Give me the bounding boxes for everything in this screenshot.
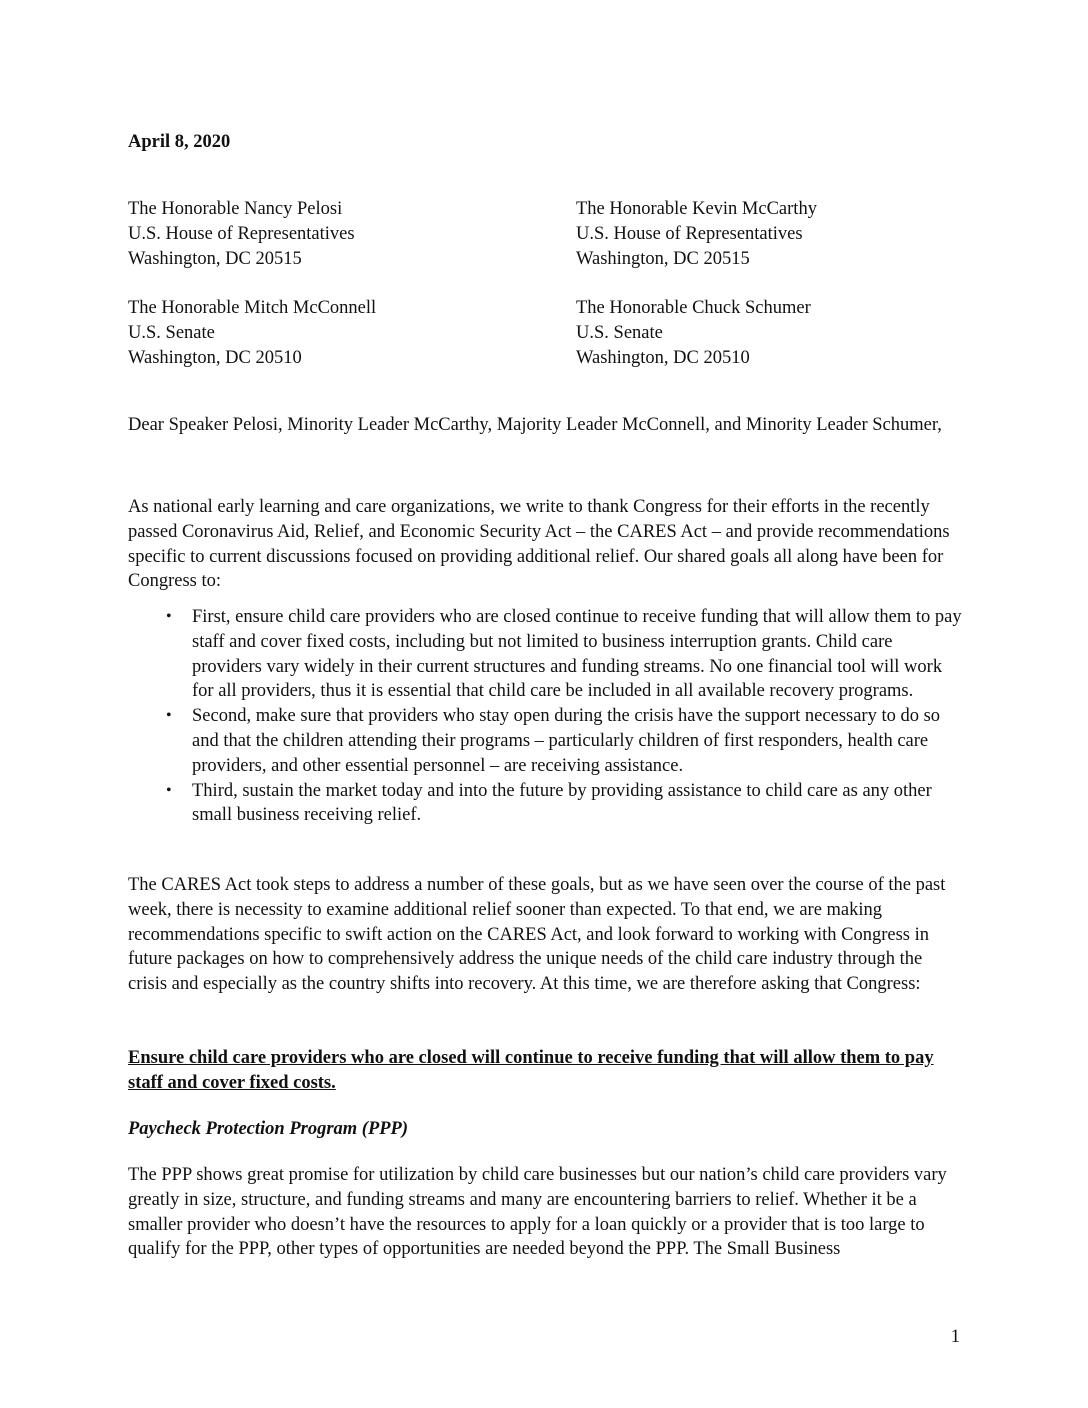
addressee-mccarthy (576, 197, 817, 271)
addressee-city: Washington, DC 20510 (576, 347, 750, 368)
addressee-pelosi (128, 197, 355, 271)
addressee-name: The Honorable Kevin McCarthy (576, 199, 817, 219)
list-item-text: Third, sustain the market today and into the future by providing assistance to child care as any other small business receiving relief. (192, 780, 932, 826)
bullet-icon: • (166, 781, 172, 799)
addressee-office: U.S. House of Representatives (576, 223, 803, 244)
addressee-city: Washington, DC 20515 (128, 248, 302, 269)
addressee-mcconnell (128, 296, 376, 370)
ppp-subheading: Paycheck Protection Program (PPP) (128, 1119, 409, 1139)
cares-act-paragraph: The CARES Act took steps to address a number of these goals, but as we have seen over the course of the past week, there is necessity to examine additional relief sooner than expected. To that end, we are making recommendations specific to swift action on the CARES Act, and look forward to working with Congress in future packages on how to comprehensively address the unique needs of the child care industry through the crisis and especially as the country shifts into recovery. At this time, we are therefore asking that Congress: (128, 875, 946, 995)
bullet-icon: • (166, 707, 172, 725)
list-item (128, 779, 964, 829)
addressee-name: The Honorable Nancy Pelosi (128, 199, 343, 219)
addressee-schumer (576, 296, 811, 370)
addressee-city: Washington, DC 20510 (128, 347, 302, 368)
addressee-office: U.S. Senate (576, 322, 663, 343)
page-number: 1 (950, 1327, 960, 1347)
goals-list (128, 605, 964, 828)
addressee-office: U.S. House of Representatives (128, 223, 355, 244)
addressee-name: The Honorable Mitch McConnell (128, 298, 377, 318)
ppp-paragraph: The PPP shows great promise for utilization by child care businesses but our nation’s child care providers vary greatly in size, structure, and funding streams and many are encountering barriers to relief. Whether it be a smaller provider who doesn’t have the resources to apply for a loan quickly or a provider that is too large to qualify for the PPP, other types of opportunities are needed beyond the PPP. The Small Business (128, 1165, 947, 1260)
letter-date: April 8, 2020 (128, 132, 231, 152)
addressee-name: The Honorable Chuck Schumer (576, 298, 811, 318)
list-item (128, 704, 964, 778)
intro-paragraph: As national early learning and care organizations, we write to thank Congress for their efforts in the recently passed Coronavirus Aid, Relief, and Economic Security Act – the CARES Act – and provide recommendations specific to current discussions focused on providing additional relief. Our shared goals all along have been for Congress to: (128, 497, 950, 592)
section-heading: Ensure child care providers who are closed will continue to receive funding that will allow them to pay staff and cover fixed costs. (128, 1048, 934, 1093)
list-item-text: Second, make sure that providers who stay open during the crisis have the support necessary to do so and that the children attending their programs – particularly children of first responders, health care providers, and other essential personnel – are receiving assistance. (192, 706, 941, 776)
bullet-icon: • (166, 608, 172, 625)
salutation: Dear Speaker Pelosi, Minority Leader McCarthy, Majority Leader McConnell, and Minority Leader Schumer, (128, 415, 942, 435)
addressee-office: U.S. Senate (128, 322, 215, 343)
list-item-text: First, ensure child care providers who are closed continue to receive funding that will allow them to pay staff and cover fixed costs, including but not limited to business interruption grants. Child care providers vary widely in their current structures and funding streams. No one financial tool will work for all providers, thus it is essential that child care be included in all available recovery programs. (192, 607, 962, 702)
addressee-city: Washington, DC 20515 (576, 248, 750, 269)
list-item (128, 605, 964, 704)
